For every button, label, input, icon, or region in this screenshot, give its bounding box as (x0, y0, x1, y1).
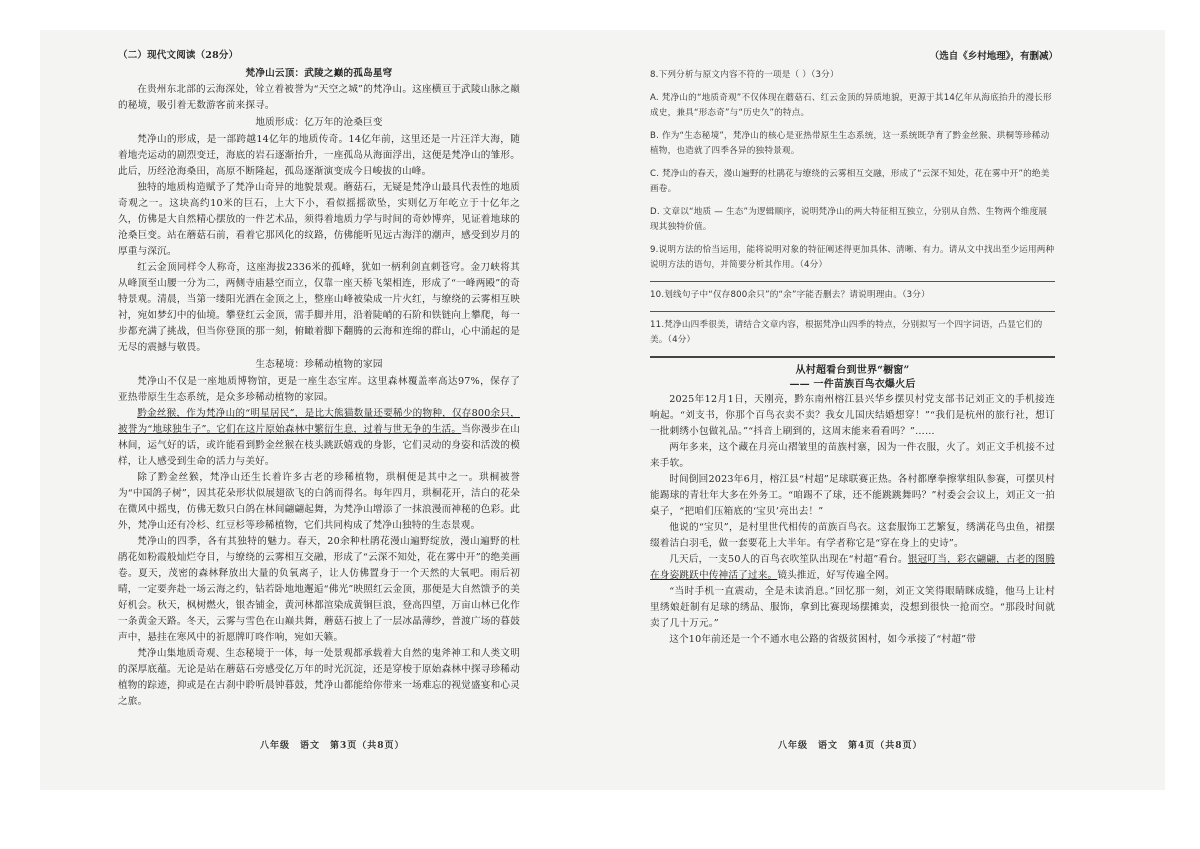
source-note: （选自《乡村地理》，有删减） (929, 51, 1058, 62)
question-8-option-a: A. 梵净山的“地质奇观”不仅体现在蘑菇石、红云金顶的异质地貌，更源于其14亿年从海底抬升的漫长形成史，兼具“形态奇”与“历史久”的特点。 (650, 93, 1052, 118)
paragraph: 梵净山不仅是一座地质博物馆，更是一座生态宝库。这里森林覆盖率高达97%，保存了亚热带原生生态系统，是众多珍稀动植物的家园。 (118, 376, 520, 403)
underlined-sentence: 银冠叮当，彩衣翩翩，古老的图腾在身姿跳跃中传神活了过来。 (650, 554, 1056, 581)
article-subtitle-2: —— 一件苗族百鸟衣爆火后 (789, 379, 916, 390)
paragraph: 独特的地质构造赋予了梵净山奇异的地貌景观。蘑菇石，无疑是梵净山最具代表性的地质奇观之一。这块高约10米的巨石，上大下小，看似摇摇欲坠，实则亿万年屹立于十亿年之久，仿佛是大自然精心摆放的一件艺术品，须得着地质力学与时间的奇妙博弈，见证着地球的沧桑巨变。站在蘑菇石前，看着它那风化的纹路，仿佛能听见远古海洋的潮声，感受到岁月的厚重与深沉。 (118, 182, 520, 257)
paragraph: “当时手机一直震动，全是未读消息。”回忆那一刻，刘正文笑得眼睛眯成缝，他马上让村里绣娘赶制有足球的绣品、服饰，拿到比赛现场摆摊卖，没想到很快一抢而空。“那段时间就卖了几十万元。” (650, 586, 1055, 629)
subheading-geology: 地质形成：亿万年的沧桑巨变 (255, 117, 383, 128)
article-title: 梵净山云顶：武陵之巅的孤岛星穹 (245, 68, 393, 79)
subheading-ecology: 生态秘境：珍稀动植物的家园 (255, 359, 383, 370)
paragraph: 他说的“宝贝”，是村里世代相传的苗族百鸟衣。这套服饰工艺繁复，绣满花鸟虫鱼，裙摆缀着洁白羽毛，做一套要花上大半年。有学者称它是“穿在身上的史诗”。 (650, 522, 1055, 549)
article-title-2: 从村超看台到世界“橱窗” (795, 365, 910, 376)
page-footer-left: 八年级 语文 第3页（共8页） (260, 741, 405, 751)
paragraph: 时间倒回2023年6月，榕江县“村超”足球联赛正热。各村都摩拳擦掌组队参赛，可摆贝村能踢球的青壮年大多在外务工。“咱踢不了球，还不能跳跳舞吗？”村委会会议上，刘正文一拍桌子，“把咱们压箱底的‘宝贝’亮出去！” (650, 474, 1055, 517)
underlined-sentence: 黔金丝猴，作为梵净山的“明星居民”，是比大熊猫数量还要稀少的物种，仅存800余只，被誉为“地球独生子”。它们在这片原始森林中繁衍生息，过着与世无争的生活。 (118, 408, 520, 435)
paragraph: 2025年12月1日，天刚亮，黔东南州榕江县兴华乡摆贝村党支部书记刘正文的手机接连响起。“刘支书，你那个百鸟衣卖不卖？我女儿国庆结婚想穿！”“我们是杭州的旅行社，想订一批刺绣小包做礼品。”“抖音上刷到的，这周末能来看看吗？”…… (650, 394, 1055, 437)
answer-line (650, 311, 1055, 312)
question-8: 8.下列分析与原文内容不符的一项是（ ）（3分） (650, 70, 839, 80)
paragraph: 梵净山集地质奇观、生态秘境于一体，每一处景观都承载着大自然的鬼斧神工和人类文明的深厚底蕴。无论是站在蘑菇石旁感受亿万年的时光沉淀，还是穿梭于原始森林中探寻珍稀动植物的踪迹，抑或是在古刹中聆听晨钟暮鼓，梵净山都能给你带来一场难忘的视觉盛宴和心灵之旅。 (118, 648, 520, 707)
intro-paragraph: 在贵州东北部的云海深处，耸立着被誉为“天空之城”的梵净山。这座横亘于武陵山脉之巅的秘境，吸引着无数游客前来探寻。 (118, 84, 520, 111)
right-page (650, 68, 1055, 648)
section-divider (650, 356, 1055, 358)
paragraph: 除了黔金丝猴，梵净山还生长着许多古老的珍稀植物，珙桐便是其中之一。珙桐被誉为“中国鸽子树”，因其花朵形状似展翅欲飞的白鸽而得名。每年四月，珙桐花开，洁白的花朵在微风中摇曳，仿佛无数只白鸽在林间翩翩起舞，为梵净山增添了一抹浪漫而神秘的色彩。此外，梵净山还有冷杉、红豆杉等珍稀植物，它们共同构成了梵净山独特的生态景观。 (118, 472, 520, 531)
question-9: 9.说明方法的恰当运用，能将说明对象的特征阐述得更加具体、清晰、有力。请从文中找出至少运用两种说明方法的语句，并简要分析其作用。（4分） (650, 245, 1055, 270)
paragraph-rest: 当你漫步在山林间，运气好的话，或许能看到黔金丝猴在枝头跳跃嬉戏的身影，它们灵动的身姿和活泼的模样，让人感受到生命的活力与美好。 (118, 424, 521, 467)
paragraph: 梵净山的四季，各有其独特的魅力。春天，20余种杜鹃花漫山遍野绽放，漫山遍野的杜鹃花如粉霞般灿烂夺目，与缭绕的云雾相互交融，形成了“云深不知处，花在雾中开”的绝美画卷。夏天，茂密的森林释放出大量的负氧离子，让人仿佛置身于一个天然的大氧吧。雨后初晴，一定要奔赴一场云海之约，钻若卧地地邂逅“佛光”映照红云金顶，那便是大自然馈予的美好机会。秋天，枫树燃火，银杏铺金，黄河林都渲染成黄铜巨浪，登高四望，万亩山林已化作一条黄金天路。冬天，云雾与雪色在山巅共舞，蘑菇石披上了一层冰晶薄纱，普渡广场的暮鼓声中，悬挂在寒风中的祈愿牌叮咚作响，宛如天籁。 (118, 536, 520, 643)
question-11: 11.梵净山四季很美，请结合文章内容，根据梵净山四季的特点，分别拟写一个四字词语，凸显它们的美。（4分） (650, 320, 1043, 345)
page-footer-right: 八年级 语文 第4页（共8页） (778, 741, 923, 751)
left-page (118, 48, 520, 710)
paragraph: 两年多来，这个藏在月亮山褶皱里的苗族村寨，因为一件衣服，火了。刘正文手机接不过来手软。 (650, 442, 1055, 469)
paragraph: 梵净山的形成，是一部跨越14亿年的地质传奇。14亿年前，这里还是一片汪洋大海，随着地壳运动的剧烈变迁，海底的岩石逐渐抬升，一座孤岛从海面浮出，这便是梵净山的雏形。此后，历经沧海桑田，高原不断隆起，孤岛逐渐演变成今日峻拔的山峰。 (118, 134, 520, 177)
paragraph: 这个10年前还是一个不通水电公路的省级贫困村，如今承接了“村超”带 (669, 634, 977, 645)
paragraph-start: 几天后，一支50人的百鸟衣吹笙队出现在“村超”看台。 (669, 554, 908, 565)
paragraph-with-underline (118, 406, 520, 470)
section-title: （二）现代文阅读（28分） (118, 50, 239, 61)
paragraph-with-underline (650, 552, 1055, 584)
answer-line (650, 281, 1055, 282)
question-8-option-c: C. 梵净山的春天，漫山遍野的杜鹃花与缭绕的云雾相互交融，形成了“云深不知处，花在雾中开”的绝美画卷。 (650, 169, 1050, 194)
question-10: 10.划线句子中“仅存800余只”的“余”字能否删去？请说明理由。（3分） (650, 290, 930, 300)
question-8-option-d: D. 文章以“地质 — 生态”为逻辑顺序，说明梵净山的两大特征相互独立，分别从自然、生物两个维度展现其独特价值。 (650, 207, 1048, 232)
paragraph-rest: 镜头推近，好写传遍全网。 (777, 570, 895, 581)
paragraph: 红云金顶同样令人称奇，这座海拔2336米的孤峰，犹如一柄利剑直刺苍穹。金刀峡将其从峰顶至山腰一分为二，两侧寺庙悬空而立，仅靠一座天桥飞架相连，形成了“一峰两殿”的奇特景观。清晨，当第一缕阳光洒在金顶之上，整座山峰被染成一片火红，与缭绕的云雾相互映衬，宛如梦幻中的仙境。攀登红云金顶，需手脚并用，沿着陡峭的石阶和铁链向上攀爬，每一步都充满了挑战，但当你登顶的那一刻，俯瞰着脚下翻腾的云海和连绵的群山，心中涌起的是无尽的震撼与敬畏。 (118, 262, 520, 353)
question-8-option-b: B. 作为“生态秘境”，梵净山的核心是亚热带原生生态系统，这一系统既孕育了黔金丝猴、珙桐等珍稀动植物，也造就了四季各异的独特景观。 (650, 131, 1050, 156)
